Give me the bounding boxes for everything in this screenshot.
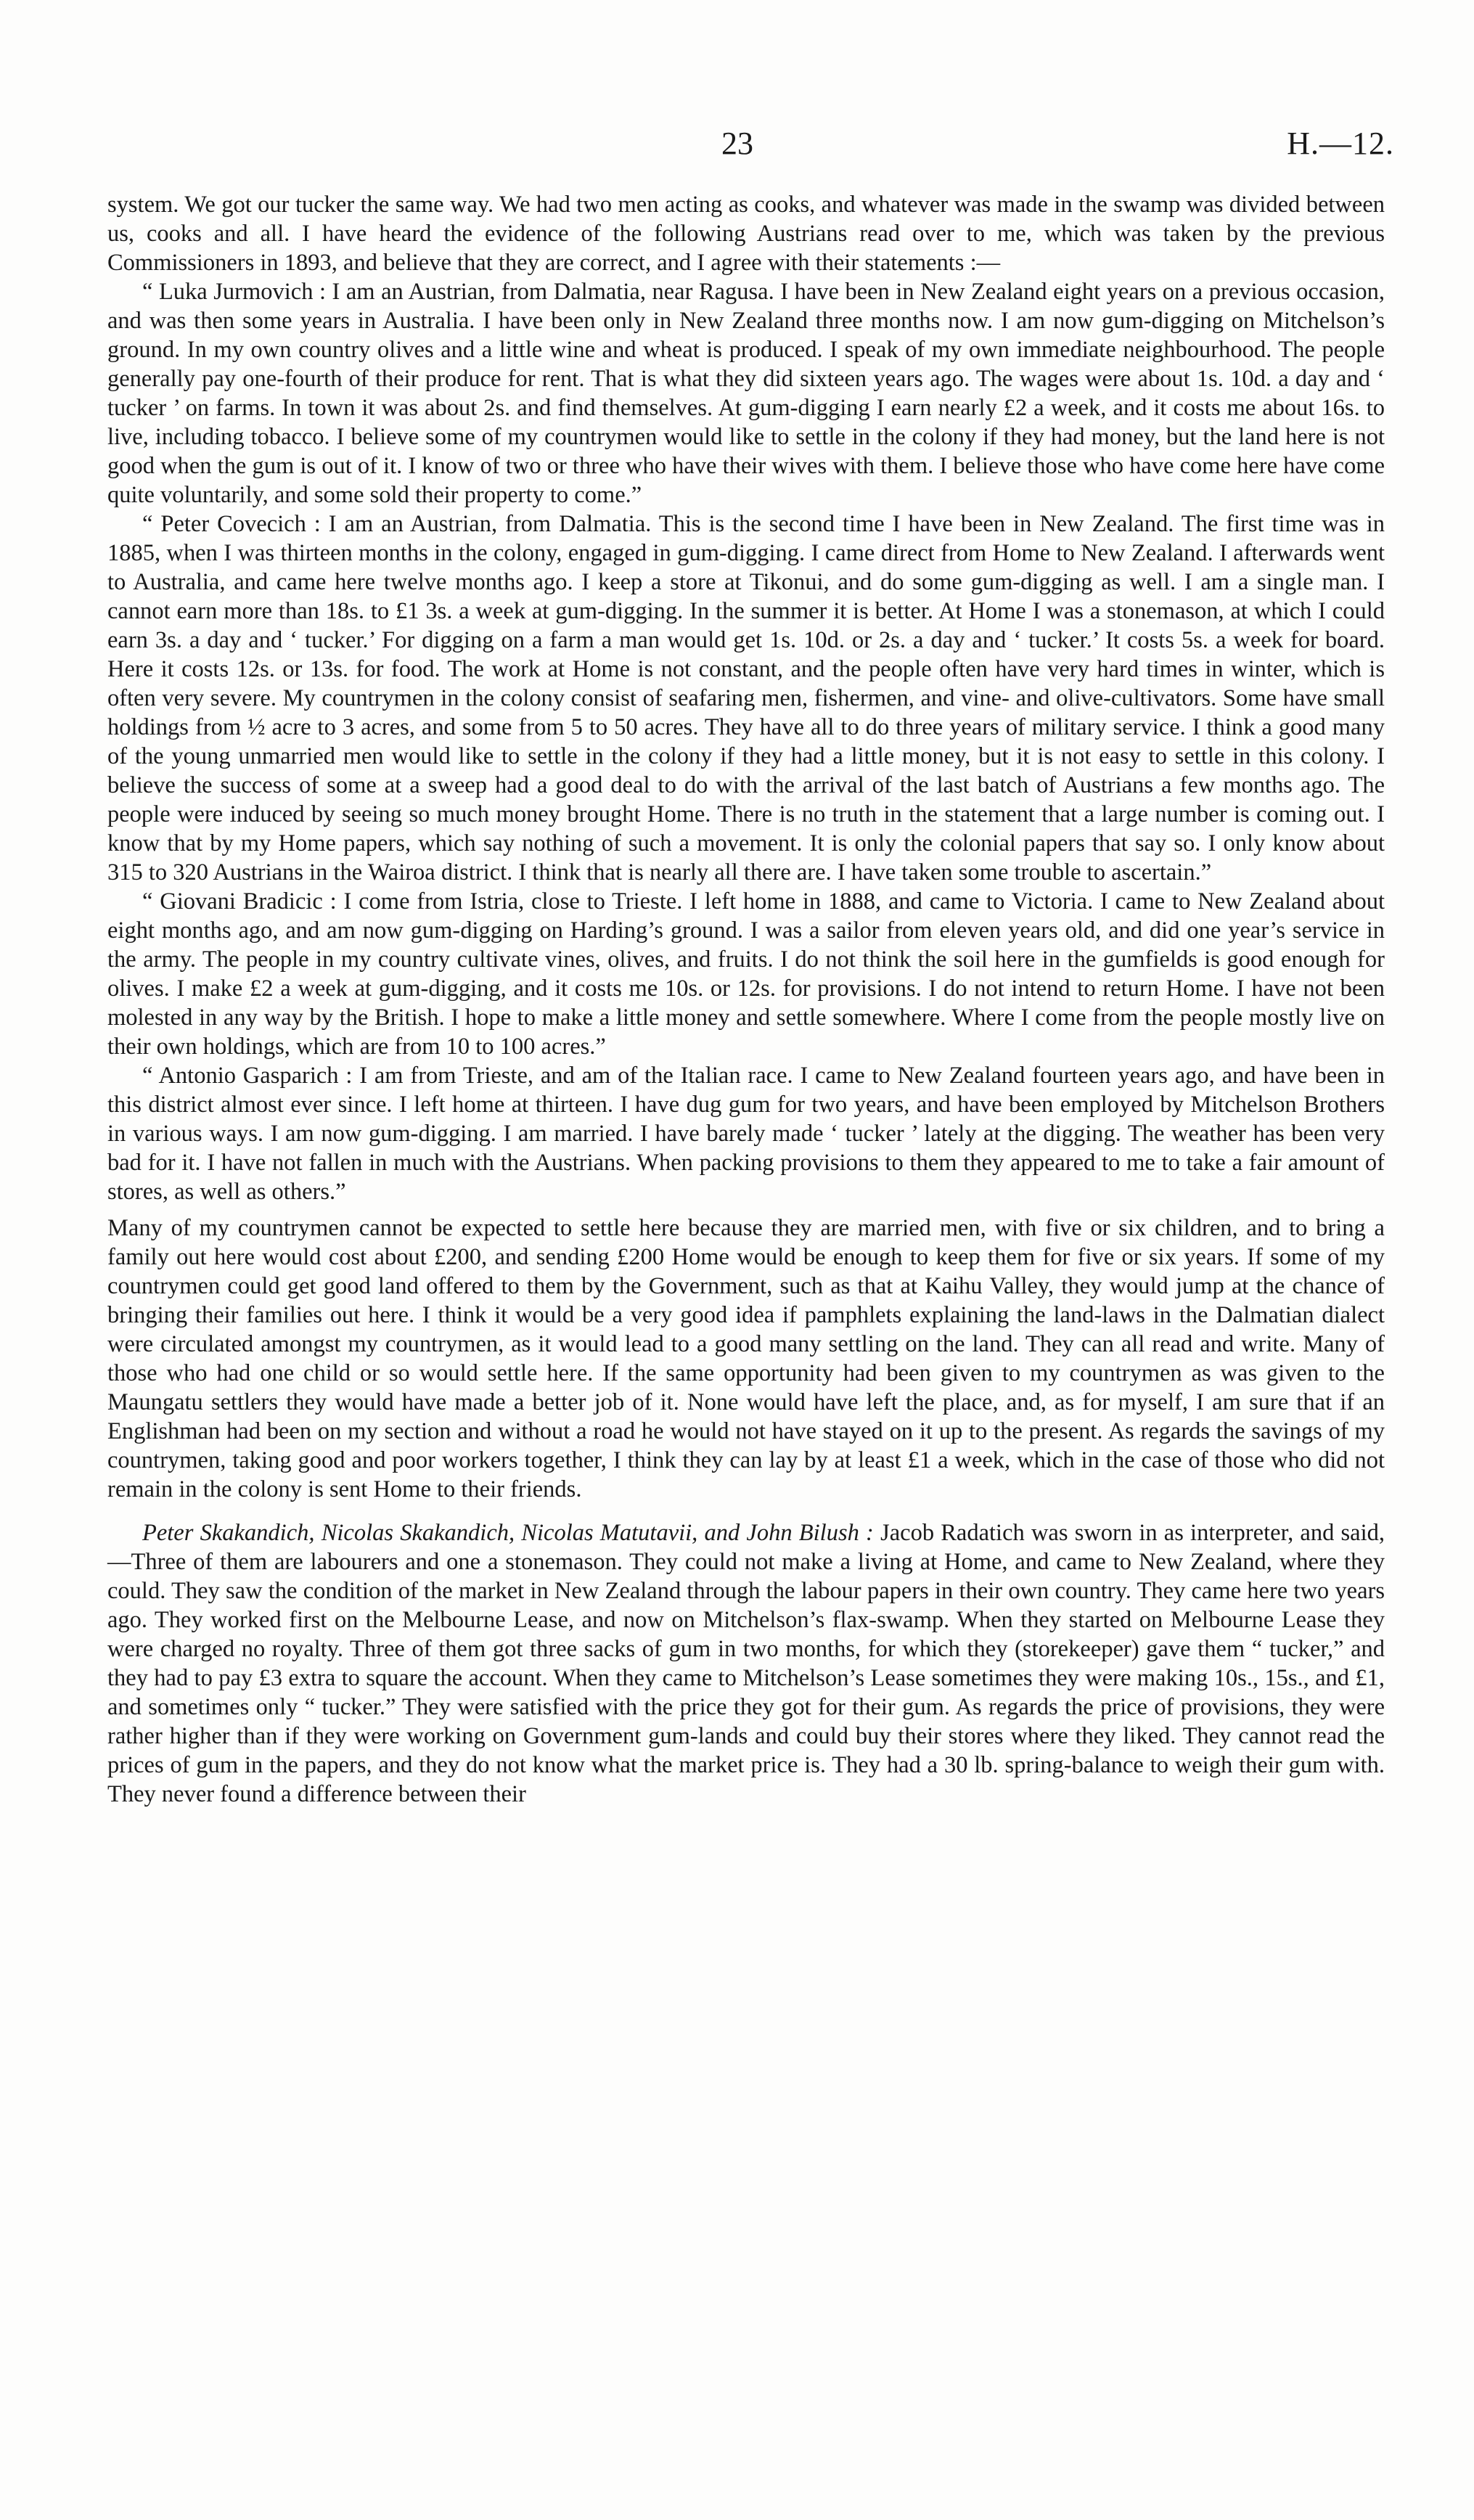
paragraph-continuation: system. We got our tucker the same way. We had two men acting as cooks, and whatever was made in the swamp was divided between us, cooks and all. I have heard the evidence of the following Austrians read over to me, which was taken by the previous Commissioners in 1893, and believe that they are correct, and I agree with their statements :—	[107, 192, 1385, 276]
witness-names: Peter Skakandich, Nicolas Skakandich, Nicolas Matutavii, and John Bilush :	[142, 1520, 874, 1546]
document-body	[107, 190, 1385, 1809]
testimony-luka-jurmovich: “ Luka Jurmovich : I am an Austrian, from Dalmatia, near Ragusa. I have been in New Zealand eight years on a previous occasion, and was then some years in Australia. I have been only in New Zealand three months now. I am now gum-digging on Mitchelson’s ground. In my own country olives and a little wine and wheat is produced. I speak of my own immediate neighbourhood. The people generally pay one-fourth of their produce for rent. That is what they did sixteen years ago. The wages were about 1s. 10d. a day and ‘ tucker ’ on farms. In town it was about 2s. and find themselves. At gum-digging I earn nearly £2 a week, and it costs me about 16s. to live, including tobacco. I believe some of my countrymen would like to settle in the colony if they had money, but the land here is not good when the gum is out of it. I know of two or three who have their wives with them. I believe those who have come here have come quite voluntarily, and some sold their property to come.”	[107, 279, 1385, 508]
testimony-antonio-gasparich: “ Antonio Gasparich : I am from Trieste, and am of the Italian race. I came to New Zealand fourteen years ago, and have been in this district almost ever since. I left home at thirteen. I have dug gum for two years, and have been employed by Mitchelson Brothers in various ways. I am now gum-digging. I am married. I have barely made ‘ tucker ’ lately at the digging. The weather has been very bad for it. I have not fallen in much with the Austrians. When packing provisions to them they appeared to me to take a fair amount of stores, as well as others.”	[107, 1063, 1385, 1205]
page-number: 23	[721, 126, 753, 161]
testimony-giovani-bradicic: “ Giovani Bradicic : I come from Istria, close to Trieste. I left home in 1888, and came to Victoria. I came to New Zealand about eight months ago, and am now gum-digging on Harding’s ground. I was a sailor from eleven years old, and did one year’s service in the army. The people in my country cultivate vines, olives, and fruits. I do not think the soil here in the gumfields is good enough for olives. I make £2 a week at gum-digging, and it costs me 10s. or 12s. for provisions. I do not intend to return Home. I have not been molested in any way by the British. I hope to make a little money and settle somewhere. Where I come from the people mostly live on their own holdings, which are from 10 to 100 acres.”	[107, 888, 1385, 1060]
paragraph-countrymen: Many of my countrymen cannot be expected to settle here because they are married men, with five or six children, and to bring a family out here would cost about £200, and sending £200 Home would be enough to keep them for five or six years. If some of my countrymen could get good land offered to them by the Government, such as that at Kaihu Valley, they would jump at the chance of bringing their families out here. I think it would be a very good idea if pamphlets explaining the land-laws in the Dalmatian dialect were circulated amongst my countrymen, as it would lead to a good many settling on the land. They can all read and write. Many of those who had one child or so would settle here. If the same opportunity had been given to my countrymen as was given to the Maungatu settlers they would have made a better job of it. None would have left the place, and, as for myself, I am sure that if an Englishman had been on my section and without a road he would not have stayed on it up to the present. As regards the savings of my countrymen, taking good and poor workers together, I think they can lay by at least £1 a week, which in the case of those who did not remain in the colony is sent Home to their friends.	[107, 1215, 1385, 1502]
document-reference: H.—12.	[1287, 126, 1394, 161]
paragraph-skakandich-testimony	[107, 1518, 1385, 1809]
witness-statement: Jacob Radatich was sworn in as interpreter, and said,—Three of them are labourers and one a stonemason. They could not make a living at Home, and came to New Zealand, where they could. They saw the condition of the market in New Zealand through the labour papers in their own country. They came here two years ago. They worked first on the Melbourne Lease, and now on Mitchelson’s flax-swamp. When they started on Melbourne Lease they were charged no royalty. Three of them got three sacks of gum in two months, for which they (storekeeper) gave them “ tucker,” and they had to pay £3 extra to square the account. When they came to Mitchelson’s Lease sometimes they were making 10s., 15s., and £1, and sometimes only “ tucker.” They were satisfied with the price they got for their gum. As regards the price of provisions, they were rather higher than if they were working on Government gum-lands and could buy their stores where they liked. They cannot read the prices of gum in the papers, and they do not know what the market price is. They had a 30 lb. spring-balance to weigh their gum with. They never found a difference between their	[107, 1520, 1385, 1807]
page-header	[0, 125, 1474, 168]
testimony-peter-covecich: “ Peter Covecich : I am an Austrian, from Dalmatia. This is the second time I have been in New Zealand. The first time was in 1885, when I was thirteen months in the colony, engaged in gum-digging. I came direct from Home to New Zealand. I afterwards went to Australia, and came here twelve months ago. I keep a store at Tikonui, and do some gum-digging as well. I am a single man. I cannot earn more than 18s. to £1 3s. a week at gum-digging. In the summer it is better. At Home I was a stonemason, at which I could earn 3s. a day and ‘ tucker.’ For digging on a farm a man would get 1s. 10d. or 2s. a day and ‘ tucker.’ It costs 5s. a week for board. Here it costs 12s. or 13s. for food. The work at Home is not constant, and the people often have very hard times in winter, which is often very severe. My countrymen in the colony consist of seafaring men, fishermen, and vine- and olive-cultivators. Some have small holdings from ½ acre to 3 acres, and some from 5 to 50 acres. They have all to do three years of military service. I think a good many of the young unmarried men would like to settle in the colony if they had a little money, but it is not easy to settle in this colony. I believe the success of some at a sweep had a good deal to do with the arrival of the last batch of Austrians a few months ago. The people were induced by seeing so much money brought Home. There is no truth in the statement that a large number is coming out. I know that by my Home papers, which say nothing of such a movement. It is only the colonial papers that say so. I only know about 315 to 320 Austrians in the Wairoa district. I think that is nearly all there are. I have taken some trouble to ascertain.”	[107, 511, 1385, 885]
